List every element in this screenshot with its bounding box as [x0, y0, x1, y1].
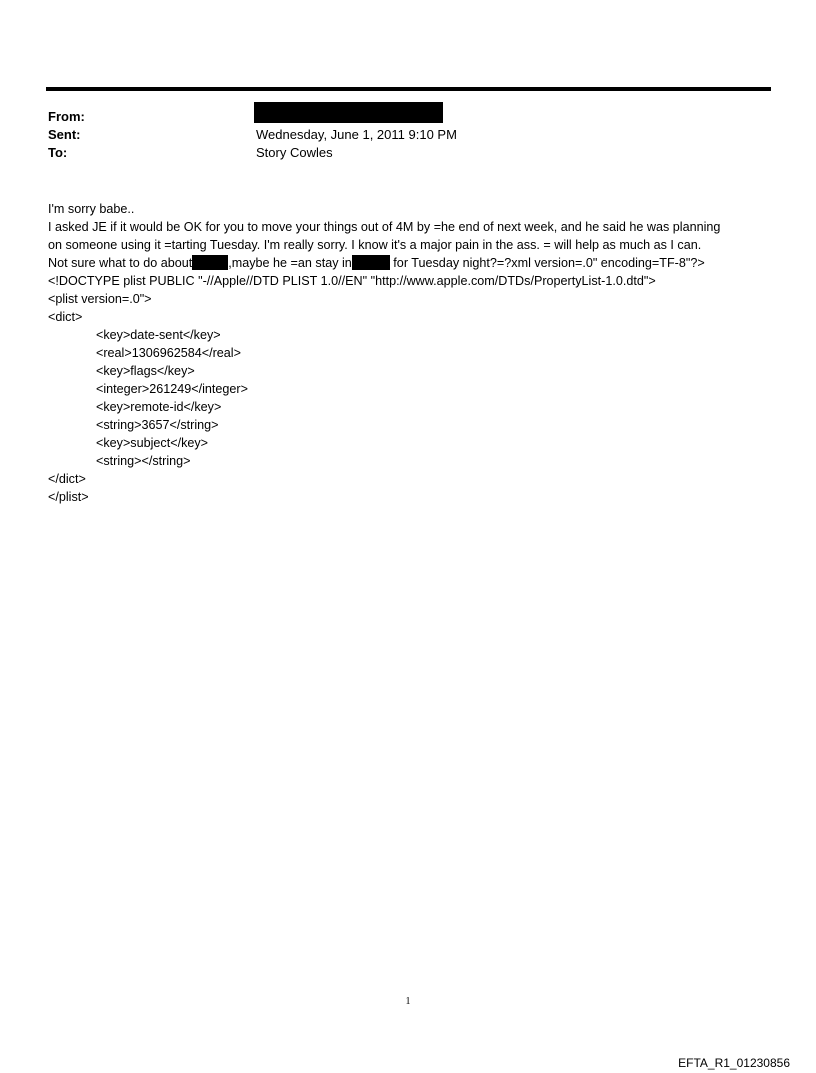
body-line: </dict>: [48, 472, 86, 486]
body-line: <plist version=.0">: [48, 292, 152, 306]
body-text-segment: Not sure what to do about: [48, 256, 193, 270]
body-text-segment: for Tuesday night?=?xml version=.0" encoding=TF-8"?>: [389, 256, 705, 270]
body-line: <key>remote-id</key>: [96, 400, 222, 414]
bates-number: EFTA_R1_01230856: [678, 1056, 790, 1070]
body-line: <string>3657</string>: [96, 418, 219, 432]
redaction-block: [192, 255, 228, 270]
body-line: <key>subject</key>: [96, 436, 209, 450]
to-value: Story Cowles: [256, 145, 333, 160]
header-rule: [46, 87, 771, 91]
body-line: <!DOCTYPE plist PUBLIC "-//Apple//DTD PLIST 1.0//EN" "http://www.apple.com/DTDs/PropertyList-1.0.dtd">: [48, 274, 656, 288]
body-line: on someone using it =tarting Tuesday. I'm really sorry. I know it's a major pain in the ass. = will help as much as I can.: [48, 238, 702, 252]
body-line: <dict>: [48, 310, 83, 324]
sent-label: Sent:: [48, 127, 81, 142]
body-line: I asked JE if it would be OK for you to move your things out of 4M by =he end of next week, and he said he was planning: [48, 220, 721, 234]
body-line: <real>1306962584</real>: [96, 346, 241, 360]
body-line: I'm sorry babe..: [48, 202, 135, 216]
body-line-with-redactions: [48, 254, 778, 272]
from-label: From:: [48, 109, 85, 124]
body-line: <integer>261249</integer>: [96, 382, 248, 396]
redaction-block: [352, 255, 390, 270]
page-number: 1: [405, 996, 411, 1007]
email-body: [48, 200, 778, 506]
body-line: </plist>: [48, 490, 89, 504]
body-line: <string></string>: [96, 454, 191, 468]
redaction-block-from: [254, 102, 443, 123]
to-label: To:: [48, 145, 68, 160]
sent-value: Wednesday, June 1, 2011 9:10 PM: [256, 127, 457, 142]
body-text-segment: ,maybe he =an stay in: [228, 256, 352, 270]
body-line: <key>flags</key>: [96, 364, 195, 378]
body-line: <key>date-sent</key>: [96, 328, 221, 342]
